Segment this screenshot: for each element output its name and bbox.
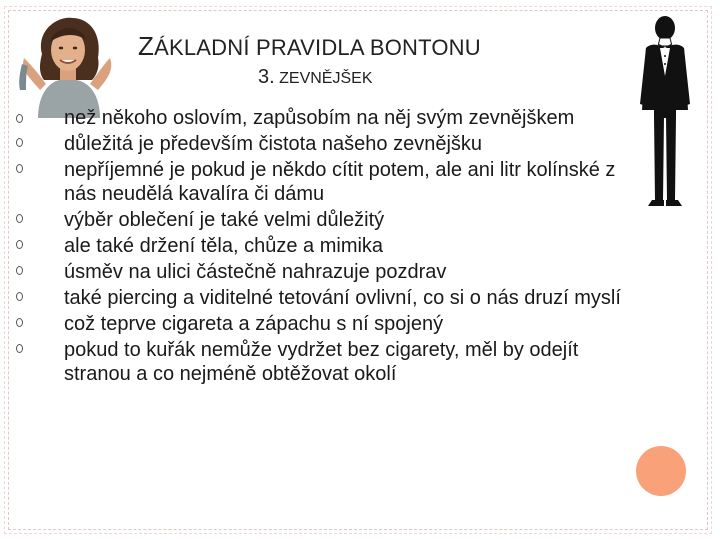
title-text: ÁKLADNÍ PRAVIDLA BONTONU	[154, 35, 481, 60]
hollow-circle-bullet-icon	[16, 114, 23, 123]
hollow-circle-bullet-icon	[16, 164, 23, 173]
list-item	[16, 208, 628, 232]
bullet-text: což teprve cigareta a zápachu s ní spojený	[64, 313, 444, 335]
woman-portrait-photo	[14, 12, 118, 118]
bullet-text: než někoho oslovím, zapůsobím na něj svým zevnějškem	[64, 107, 575, 129]
bullet-text: ale také držení těla, chůze a mimika	[64, 235, 384, 257]
list-item	[16, 158, 628, 206]
list-item	[16, 286, 628, 310]
gentleman-in-tuxedo-silhouette	[636, 14, 694, 210]
hollow-circle-bullet-icon	[16, 292, 23, 301]
list-item	[16, 312, 628, 336]
bullet-text: také piercing a viditelné tetování ovlivní, co si o nás druzí myslí	[64, 287, 621, 309]
hollow-circle-bullet-icon	[16, 318, 23, 327]
list-item	[16, 132, 628, 156]
bullet-text: pokud to kuřák nemůže vydržet bez cigarety, měl by odejít stranou a co nejméně obtěžovat okolí	[64, 339, 579, 385]
list-item	[16, 338, 628, 386]
hollow-circle-bullet-icon	[16, 240, 23, 249]
title-first-letter: Z	[138, 31, 155, 61]
hollow-circle-bullet-icon	[16, 138, 23, 147]
list-item	[16, 234, 628, 258]
list-item	[16, 106, 628, 130]
hollow-circle-bullet-icon	[16, 266, 23, 275]
list-item	[16, 260, 628, 284]
bullet-text: nepříjemné je pokud je někdo cítit potem, ale ani litr kolínské z nás neudělá kavalíra či dámu	[64, 159, 616, 205]
subtitle-text: ZEVNĚJŠEK	[274, 70, 373, 87]
slide-subtitle	[258, 66, 373, 89]
decorative-circle	[636, 446, 686, 496]
bullet-list	[16, 106, 628, 388]
hollow-circle-bullet-icon	[16, 214, 23, 223]
bullet-text: důležitá je především čistota našeho zevnějšku	[64, 133, 483, 155]
slide-title	[138, 31, 481, 62]
bullet-text: úsměv na ulici částečně nahrazuje pozdrav	[64, 261, 447, 283]
bullet-text: výběr oblečení je také velmi důležitý	[64, 209, 385, 231]
subtitle-number: 3.	[258, 66, 275, 88]
hollow-circle-bullet-icon	[16, 344, 23, 353]
